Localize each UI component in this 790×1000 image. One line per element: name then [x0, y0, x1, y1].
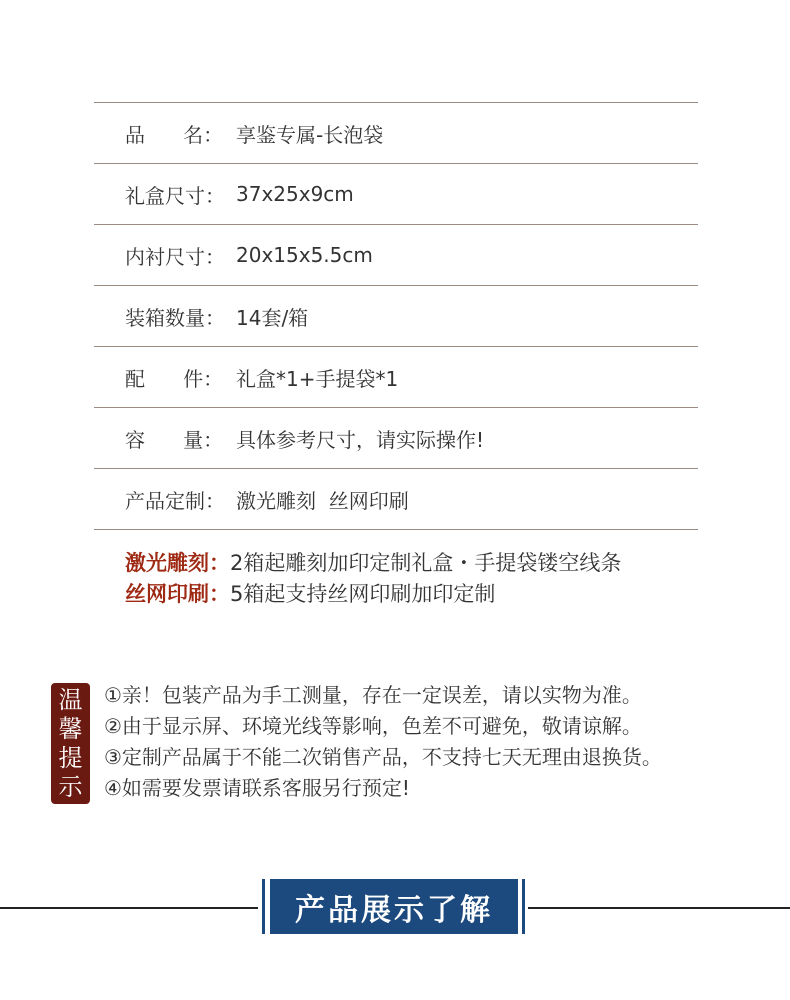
spec-key: 礼盒尺寸： — [125, 183, 225, 208]
spec-value: 具体参考尺寸，请实际操作! — [236, 427, 485, 452]
spec-key: 配 件： — [125, 366, 224, 391]
spec-row — [94, 408, 698, 469]
spec-key: 内衬尺寸： — [125, 244, 225, 269]
section-divider-right — [528, 907, 790, 909]
spec-value: 享鉴专属-长泡袋 — [236, 122, 384, 147]
spec-table — [94, 102, 698, 530]
spec-row — [94, 225, 698, 286]
spec-key: 装箱数量： — [125, 305, 225, 330]
spec-key: 品 名： — [125, 122, 224, 147]
tip-item: ②由于显示屏、环境光线等影响，色差不可避免，敬请谅解。 — [104, 714, 642, 738]
spec-value: 20x15x5.5cm — [236, 243, 373, 267]
badge-char: 温 — [58, 685, 83, 714]
section-bar-right — [522, 879, 525, 934]
tips-list — [104, 680, 662, 804]
badge-char: 馨 — [58, 714, 83, 743]
spec-row — [94, 286, 698, 347]
tip-item: ③定制产品属于不能二次销售产品，不支持七天无理由退换货。 — [104, 745, 662, 769]
spec-row — [94, 103, 698, 164]
tip-item: ④如需要发票请联系客服另行预定! — [104, 776, 410, 800]
note-laser — [125, 548, 621, 579]
spec-row — [94, 347, 698, 408]
badge-char: 提 — [58, 744, 83, 773]
spec-row — [94, 469, 698, 530]
custom-print-notes — [125, 548, 621, 610]
spec-value: 14套/箱 — [236, 305, 309, 330]
tips-badge — [51, 683, 90, 804]
note-screen-print — [125, 579, 621, 610]
note-label: 丝网印刷： — [125, 582, 230, 606]
note-label: 激光雕刻： — [125, 551, 230, 575]
spec-value: 37x25x9cm — [236, 182, 354, 206]
spec-value: 礼盒*1+手提袋*1 — [236, 366, 399, 391]
section-bar-left — [262, 879, 265, 934]
section-title: 产品展示了解 — [270, 879, 518, 934]
section-divider-left — [0, 907, 258, 909]
spec-key: 容 量： — [125, 427, 224, 452]
note-text: 2箱起雕刻加印定制礼盒・手提袋镂空线条 — [230, 551, 622, 575]
spec-row — [94, 164, 698, 225]
tip-item: ①亲！包装产品为手工测量，存在一定误差，请以实物为准。 — [104, 683, 642, 707]
note-text: 5箱起支持丝网印刷加印定制 — [230, 582, 496, 606]
spec-key: 产品定制： — [125, 488, 225, 513]
spec-value: 激光雕刻 丝网印刷 — [236, 488, 409, 513]
badge-char: 示 — [58, 773, 83, 802]
